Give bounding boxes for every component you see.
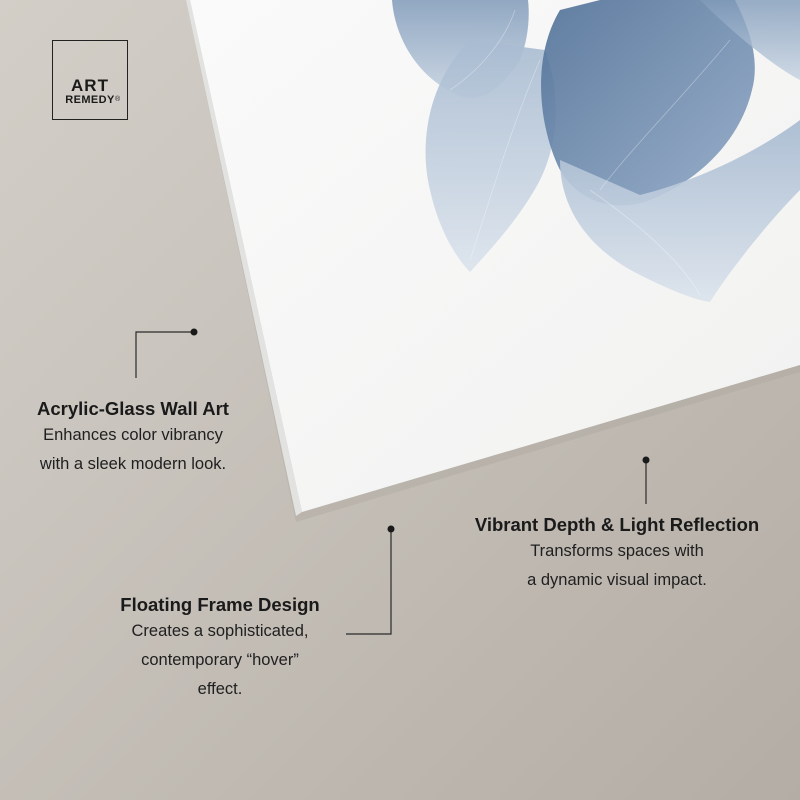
callout-desc-line: Enhances color vibrancy [43, 426, 223, 444]
callout-desc-line: contemporary “hover” [141, 651, 299, 669]
callout-vibrant-depth [436, 513, 798, 595]
registered-mark: ® [115, 96, 121, 103]
leader-line-frame [346, 526, 395, 635]
brand-logo [52, 40, 128, 120]
callout-title: Floating Frame Design [120, 594, 320, 615]
callout-floating-frame [90, 593, 350, 704]
leader-line-acrylic [136, 329, 198, 379]
callout-desc-line: a dynamic visual impact. [527, 571, 707, 589]
callout-title: Acrylic-Glass Wall Art [37, 398, 229, 419]
callout-title: Vibrant Depth & Light Reflection [474, 514, 760, 535]
callout-description [90, 617, 350, 704]
logo-line-art: ART [71, 76, 109, 95]
callout-desc-line: Creates a sophisticated, [131, 622, 309, 640]
callout-desc-line: Transforms spaces with [530, 542, 704, 560]
callout-desc-line: effect. [197, 680, 243, 698]
callout-description [436, 537, 798, 595]
callout-description [12, 421, 254, 479]
leader-line-depth [643, 457, 650, 505]
callout-desc-line: with a sleek modern look. [39, 455, 227, 473]
logo-line-remedy: REMEDY [65, 94, 115, 106]
callout-acrylic-glass [12, 397, 254, 479]
